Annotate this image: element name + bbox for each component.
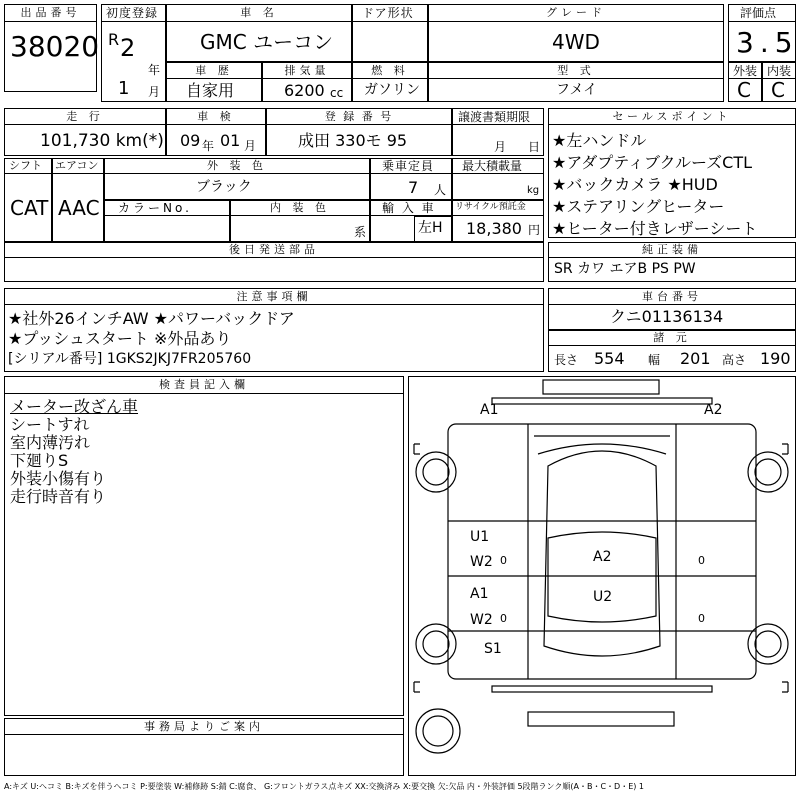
- fuel-label: 燃 料: [371, 64, 409, 77]
- equipment-label: 純正装備: [642, 243, 702, 256]
- mark-door-rl-2: W2: [470, 612, 493, 628]
- color-no-label: カラーNo.: [118, 201, 192, 215]
- grade: 4WD: [552, 30, 600, 54]
- mark-door-fl-1: U1: [470, 529, 490, 545]
- fuel: ガソリン: [364, 82, 420, 98]
- inspection-month-unit: 月: [244, 139, 257, 153]
- mark-rear-left: S1: [484, 641, 502, 657]
- mark-roof-rear: U2: [593, 589, 613, 605]
- sales-points-label: セールスポイント: [612, 110, 732, 123]
- sales-point-3: ★バックカメラ ★HUD: [552, 175, 718, 194]
- inspector-line-1: メーター改ざん車: [10, 397, 139, 416]
- score: 3.5: [736, 26, 799, 59]
- inspector-line-3: 室内薄汚れ: [10, 433, 91, 452]
- load-unit: kg: [527, 185, 540, 196]
- first-reg-label: 初度登録: [106, 6, 159, 20]
- inspector-line-6: 走行時音有り: [10, 487, 107, 506]
- inspection-label: 車 検: [197, 110, 235, 123]
- year-unit: 年: [148, 63, 161, 77]
- score-label: 評価点: [740, 6, 777, 20]
- mileage: 101,730 km(*): [40, 131, 164, 151]
- history: 自家用: [186, 81, 235, 100]
- mark-door-fl-2: W2: [470, 554, 493, 570]
- height-label: 高さ: [722, 353, 747, 367]
- color: ブラック: [196, 179, 252, 195]
- recycle-label: リサイクル預託金: [455, 202, 526, 212]
- inspector-line-2: シートすれ: [10, 415, 90, 434]
- color-label: 外 装 色: [207, 159, 267, 172]
- mark-roof-front: A2: [593, 549, 612, 565]
- sales-point-4: ★ステアリングヒーター: [552, 197, 725, 216]
- int-label: 内装: [767, 64, 792, 78]
- reg-month: 1: [118, 78, 130, 99]
- recycle-unit: 円: [528, 223, 541, 237]
- sales-point-1: ★左ハンドル: [552, 131, 647, 150]
- reg-number-label: 登 録 番 号: [324, 110, 394, 123]
- door-label: ドア形状: [362, 6, 414, 20]
- interior-color-label: 内 装 色: [270, 201, 330, 214]
- deadline-month-unit: 月: [494, 140, 507, 154]
- later-parts-label: 後日発送部品: [229, 243, 319, 256]
- grade-label: グレード: [546, 6, 606, 19]
- capacity-unit: 人: [434, 183, 447, 197]
- mark-front-left: A1: [480, 402, 499, 418]
- office-label: 事務局よりご案内: [144, 720, 264, 733]
- shift-label: シフト: [9, 159, 42, 172]
- length: 554: [594, 349, 625, 368]
- car-name: GMC ユーコン: [200, 30, 334, 54]
- month-unit: 月: [148, 85, 161, 99]
- shift: CAT: [10, 196, 49, 220]
- width: 201: [680, 349, 711, 368]
- reg-year: 2: [120, 34, 136, 62]
- era: R: [108, 30, 120, 49]
- inspector-line-4: 下廻りS: [10, 451, 69, 470]
- inspection-year-unit: 年: [202, 139, 215, 153]
- notes-label: 注意事項欄: [236, 290, 312, 303]
- chassis-label: 車台番号: [642, 290, 702, 303]
- length-label: 長さ: [554, 353, 579, 367]
- height: 190: [760, 349, 791, 368]
- legend: A:キズ U:ヘコミ B:キズを伴うヘコミ P:要塗装 W:補修跡 S:錆 C:腐食、 G:フロントガラス点キズ XX:交換済み X:要交換 欠:欠品 内・外装評価 5段階ランク順(A・B・C・D・E) 1: [4, 782, 645, 791]
- history-label: 車 歴: [195, 64, 233, 77]
- dims-label: 諸 元: [653, 331, 691, 344]
- reg-number: 成田 330モ 95: [298, 131, 408, 150]
- sales-point-5: ★ヒーター付きレザーシート: [552, 219, 758, 238]
- deadline-day-unit: 日: [528, 140, 541, 154]
- chassis-number: クニ01136134: [610, 307, 724, 326]
- ac-label: エアコン: [55, 159, 99, 172]
- interior-suffix: 系: [354, 225, 367, 239]
- displacement-label: 排気量: [284, 64, 330, 77]
- zero-1: 0: [500, 554, 507, 567]
- lot-number: 38020: [10, 30, 100, 63]
- inspector-line-5: 外装小傷有り: [10, 469, 107, 488]
- ac: AAC: [58, 196, 100, 220]
- note-line-1: ★社外26インチAW ★パワーバックドア: [8, 309, 295, 328]
- note-line-2: ★プッシュスタート ※外品あり: [8, 329, 232, 348]
- inspection-year: 09: [180, 131, 201, 150]
- ext-grade: C: [737, 78, 751, 102]
- note-line-3: [シリアル番号] 1GKS2JKJ7FR205760: [8, 351, 252, 367]
- ext-label: 外装: [733, 64, 758, 78]
- model: フメイ: [556, 82, 598, 98]
- width-label: 幅: [648, 353, 661, 367]
- zero-4: 0: [698, 612, 705, 625]
- deadline-label: 譲渡書類期限: [458, 110, 531, 124]
- mark-door-rl-1: A1: [470, 586, 489, 602]
- car-diagram: [408, 376, 796, 776]
- int-grade: C: [771, 78, 785, 102]
- car-name-label: 車 名: [240, 6, 278, 19]
- model-label: 型 式: [557, 64, 595, 77]
- zero-2: 0: [500, 612, 507, 625]
- capacity: 7: [408, 178, 419, 197]
- import-label: 輸 入 車: [382, 201, 436, 215]
- lot-number-label: 出品番号: [20, 6, 81, 19]
- inspector-label: 検査員記入欄: [159, 378, 249, 391]
- import-value: 左H: [418, 220, 443, 236]
- recycle: 18,380: [466, 219, 522, 238]
- capacity-label: 乗車定員: [382, 159, 435, 173]
- displacement: 6200: [284, 81, 325, 100]
- zero-3: 0: [698, 554, 705, 567]
- displacement-unit: cc: [330, 86, 344, 100]
- equipment: SR カワ エアB PS PW: [554, 261, 696, 277]
- load-label: 最大積載量: [462, 159, 523, 173]
- inspection-month: 01: [220, 131, 241, 150]
- mileage-label: 走 行: [66, 110, 104, 123]
- sales-point-2: ★アダプティブクルーズCTL: [552, 153, 753, 172]
- mark-front-right: A2: [704, 402, 723, 418]
